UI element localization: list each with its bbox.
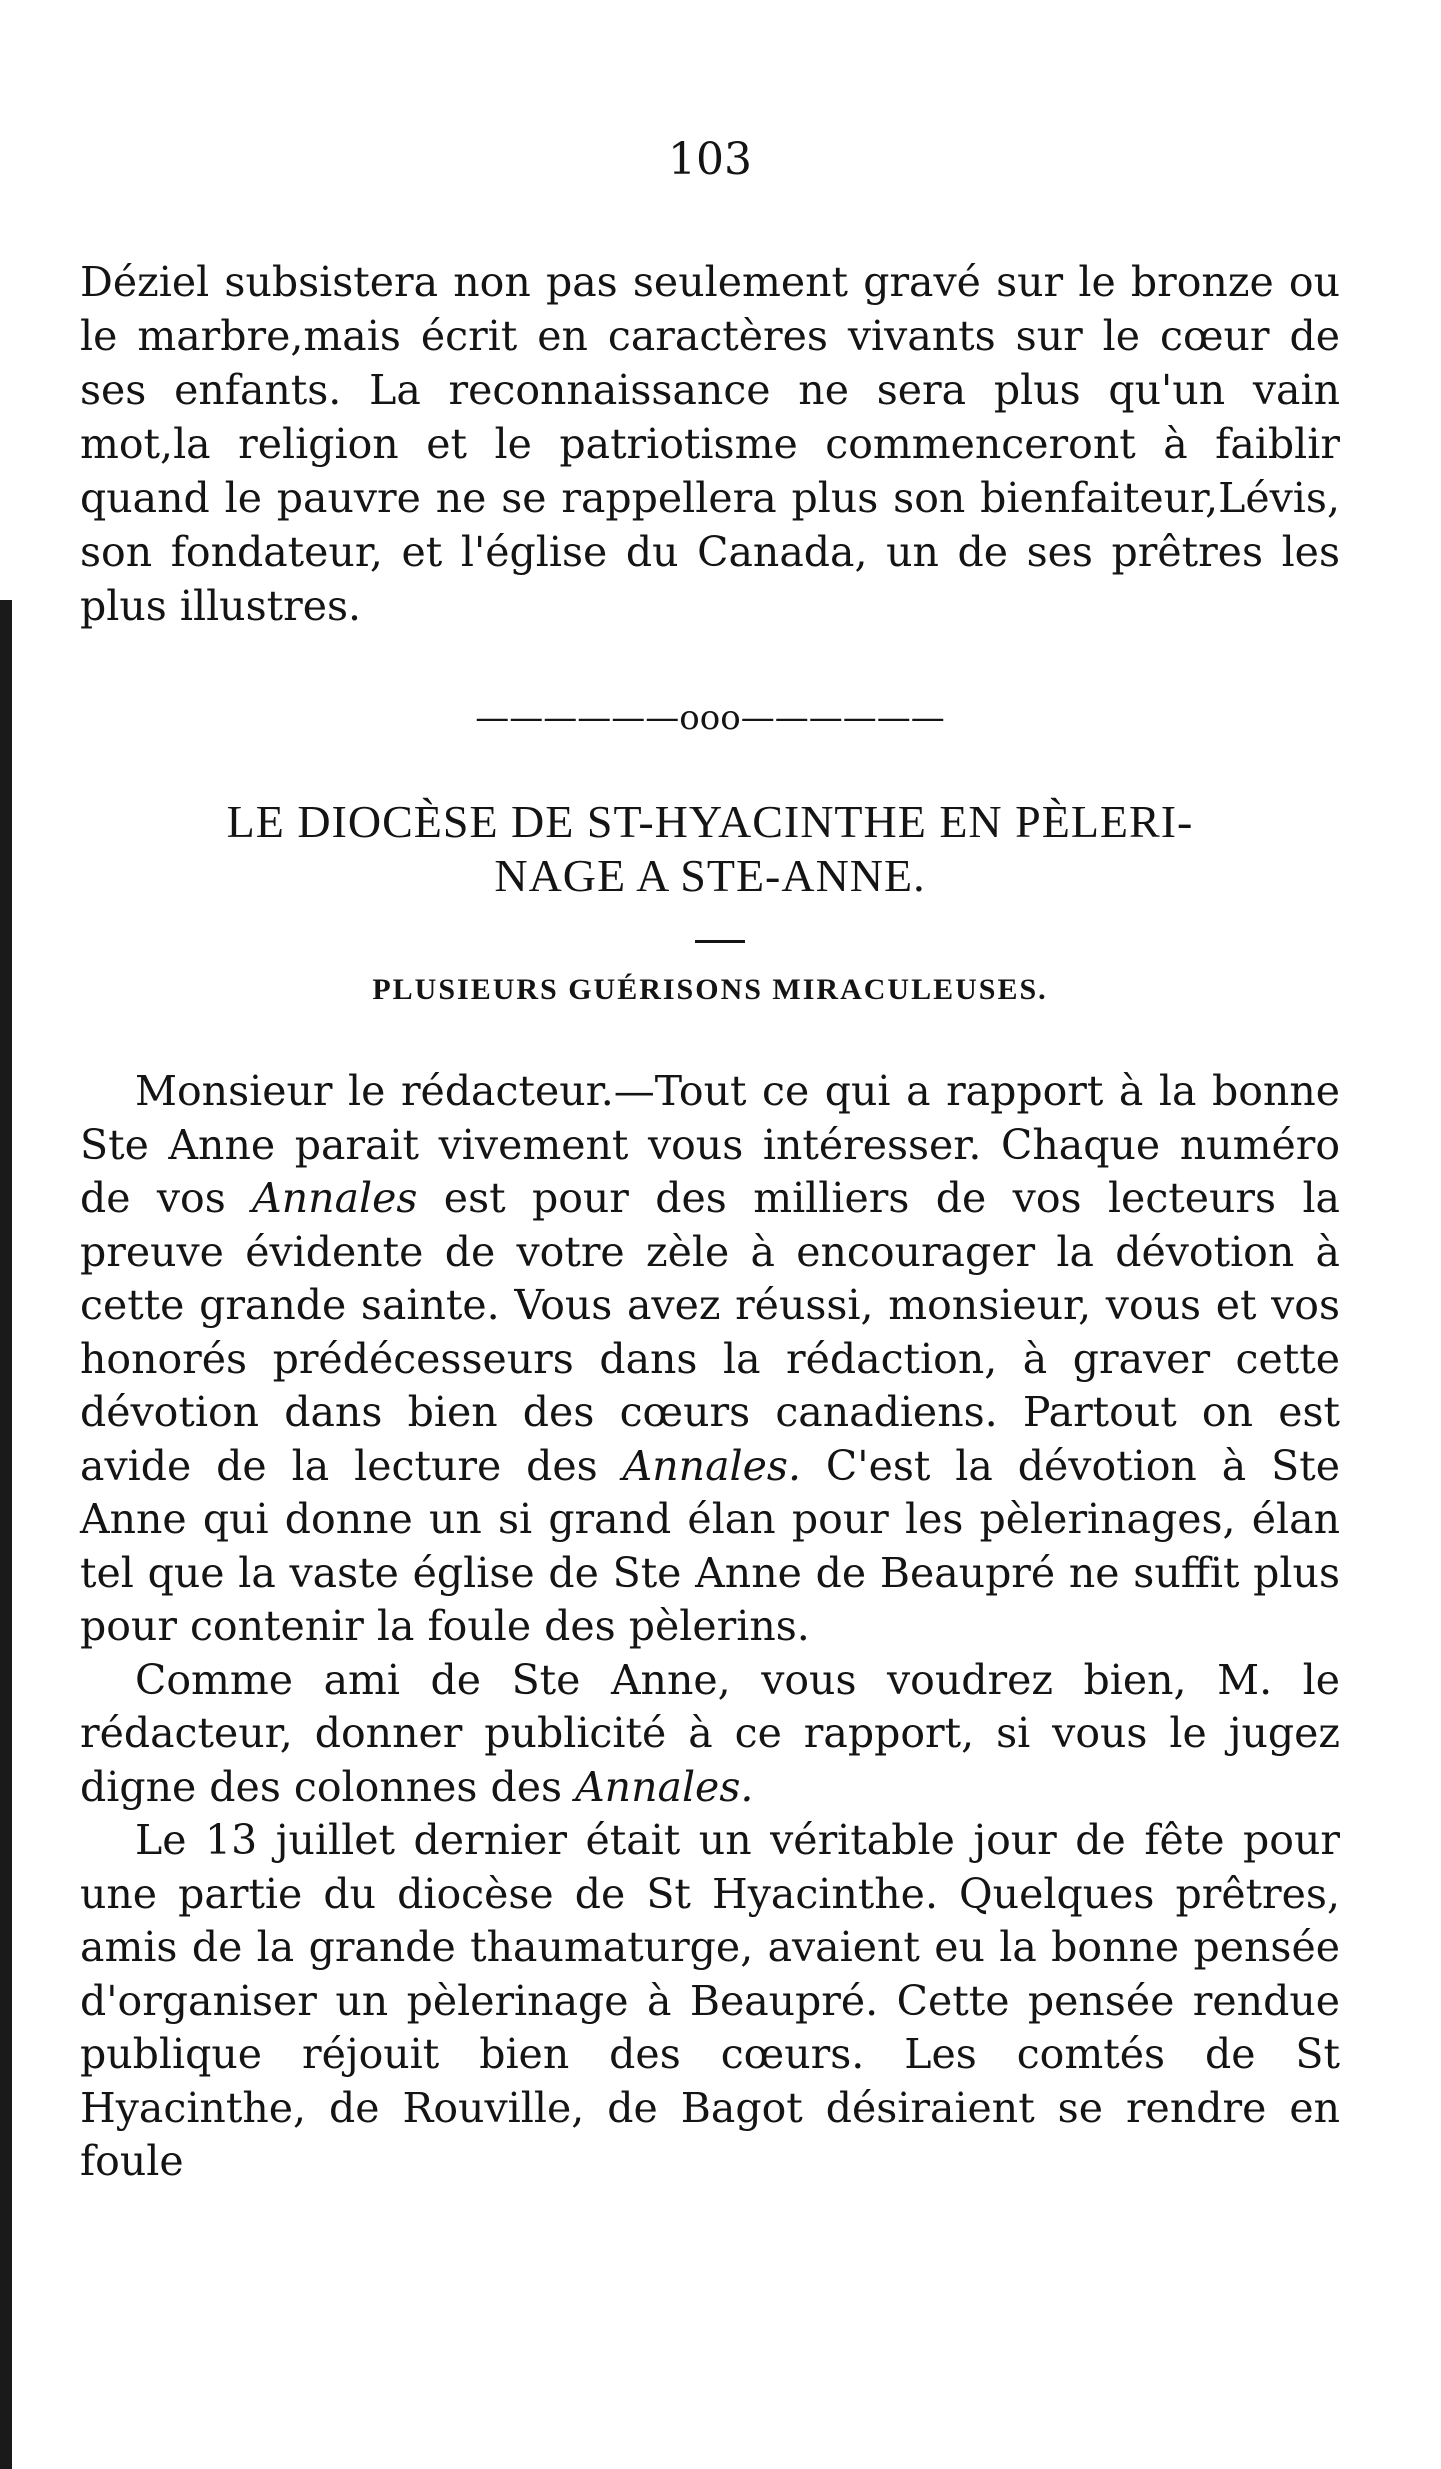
text-run: Comme ami de Ste Anne, vous voudrez bien, M. le rédacteur, donner publicité à ce rapport, si vous le jugez digne des colonnes des <box>80 1655 1340 1811</box>
heading-divider <box>695 940 745 943</box>
section-heading <box>80 795 1340 903</box>
page-binding-edge <box>0 600 12 2469</box>
section-separator: ——————ooo—————— <box>475 698 945 738</box>
section-heading-line-1: LE DIOCÈSE DE ST-HYACINTHE EN PÈLERI- <box>226 796 1194 847</box>
text-run: C'est la dévotion à Ste Anne qui donne un si grand élan pour les pèlerinages, élan tel que la vaste église de Ste Anne de Beaupré ne suffit plus pour contenir la foule des pèlerins. <box>80 1441 1340 1650</box>
italic-title: Annales. <box>575 1762 754 1811</box>
paragraph-letter-opening <box>80 1065 1340 1654</box>
italic-title: Annales. <box>622 1441 801 1490</box>
text-run: est pour des milliers de vos lecteurs la preuve évidente de votre zèle à encourager la dévotion à cette grande sainte. Vous avez réussi, monsieur, vous et vos honorés prédécesseurs dans la rédaction, à graver cette dévotion dans bien des cœurs canadiens. Partout on est avide de la lecture des <box>80 1174 1340 1490</box>
section-heading-line-2: NAGE A STE-ANNE. <box>494 850 926 901</box>
text-run: Monsieur le rédacteur.—Tout ce qui a rapport à la bonne Ste Anne parait vivement vous intéresser. Chaque numéro de vos <box>80 1067 1340 1222</box>
paragraph-request <box>80 1654 1340 1815</box>
page-number: 103 <box>668 134 752 185</box>
paragraph-pilgrimage: Le 13 juillet dernier était un véritable jour de fête pour une partie du diocèse de St Hyacinthe. Quelques prêtres, amis de la grande thaumaturge, avaient eu la bonne pensée d'organiser un pèlerinage à Beaupré. Cette pensée rendue publique réjouit bien des cœurs. Les comtés de St Hyacinthe, de Rouville, de Bagot désiraient se rendre en foule <box>80 1816 1340 2185</box>
letter-body <box>80 1065 1340 2189</box>
section-subheading: PLUSIEURS GUÉRISONS MIRACULEUSES. <box>372 973 1048 1006</box>
paragraph-continuation: Déziel subsistera non pas seulement gravé sur le bronze ou le marbre,mais écrit en caractères vivants sur le cœur de ses enfants. La reconnaissance ne sera plus qu'un vain mot,la religion et le patriotisme commenceront à faiblir quand le pauvre ne se rappellera plus son bienfaiteur,Lévis, son fondateur, et l'église du Canada, un de ses prêtres les plus illustres. <box>80 258 1340 630</box>
italic-title: Annales <box>252 1174 418 1222</box>
